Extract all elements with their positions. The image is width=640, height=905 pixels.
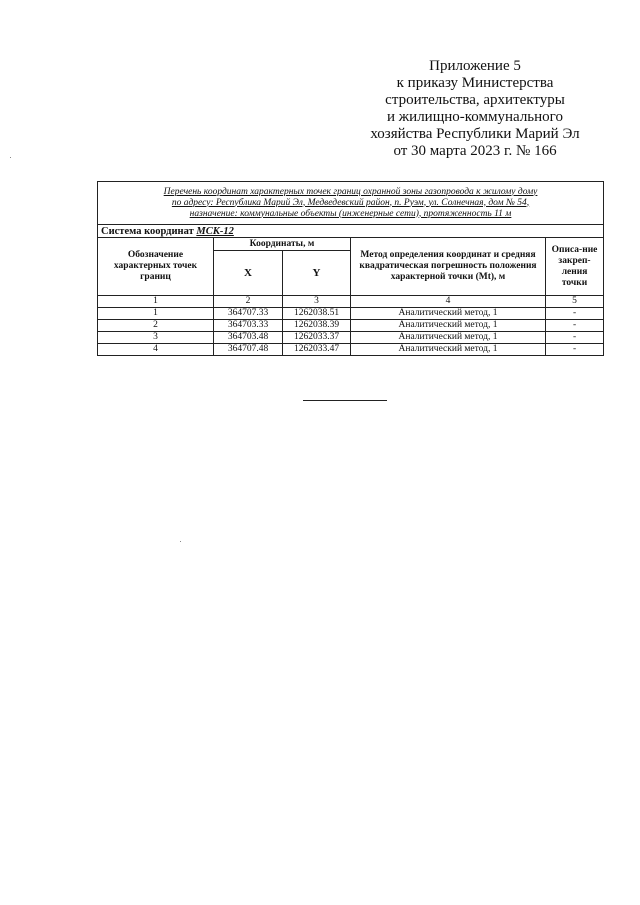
header-method: Метод определения координат и средняя квадратическая погрешность положения характерной точки (Mt), м [351, 238, 546, 296]
header-line: и жилищно-коммунального [387, 109, 563, 125]
column-number: 3 [283, 296, 351, 308]
column-number: 1 [98, 296, 214, 308]
column-number: 2 [214, 296, 283, 308]
header-line: строительства, архитектуры [385, 92, 565, 108]
column-number: 5 [546, 296, 604, 308]
cell-point: 2 [98, 320, 214, 332]
cell-point: 4 [98, 344, 214, 356]
cell-x: 364703.48 [214, 332, 283, 344]
table-title-line: Перечень координат характерных точек границ охранной зоны газопровода к жилому дому [163, 186, 538, 197]
table-row [98, 320, 604, 332]
end-separator-line [303, 400, 387, 401]
cell-x: 364703.33 [214, 320, 283, 332]
header-y: Y [283, 251, 351, 296]
header-line: Приложение 5 [429, 58, 521, 74]
coordinate-system-label: Система координат [101, 225, 197, 237]
scan-speck [180, 541, 181, 542]
cell-y: 1262033.47 [283, 344, 351, 356]
cell-x: 364707.48 [214, 344, 283, 356]
cell-point: 1 [98, 308, 214, 320]
header-x: X [214, 251, 283, 296]
cell-method: Аналитический метод, 1 [351, 332, 546, 344]
header-designation: Обозначение характерных точек границ [98, 238, 214, 296]
cell-method: Аналитический метод, 1 [351, 308, 546, 320]
cell-description: - [546, 308, 604, 320]
cell-description: - [546, 320, 604, 332]
coordinate-system-value: МСК-12 [196, 225, 234, 237]
header-line: к приказу Министерства [396, 75, 554, 91]
table-row [98, 308, 604, 320]
cell-y: 1262038.51 [283, 308, 351, 320]
cell-point: 3 [98, 332, 214, 344]
cell-y: 1262033.37 [283, 332, 351, 344]
scan-speck [10, 157, 11, 158]
coordinates-table [97, 181, 604, 356]
table-title [98, 182, 604, 225]
table-title-line: по адресу: Республика Марий Эл, Медведевский район, п. Руэм, ул. Солнечная, дом № 54, [171, 197, 530, 208]
cell-method: Аналитический метод, 1 [351, 320, 546, 332]
header-line: от 30 марта 2023 г. № 166 [393, 143, 557, 159]
table-title-line: назначение: коммунальные объекты (инженерные сети), протяженность 11 м [189, 208, 512, 219]
cell-x: 364707.33 [214, 308, 283, 320]
header-description: Описа-ние закреп-ления точки [546, 238, 604, 296]
cell-method: Аналитический метод, 1 [351, 344, 546, 356]
column-number: 4 [351, 296, 546, 308]
cell-y: 1262038.39 [283, 320, 351, 332]
header-line: хозяйства Республики Марий Эл [370, 126, 580, 142]
table-row [98, 344, 604, 356]
column-numbers-row [98, 296, 604, 308]
coordinate-system-row [98, 225, 604, 238]
header-coordinates: Координаты, м [214, 238, 351, 251]
cell-description: - [546, 332, 604, 344]
cell-description: - [546, 344, 604, 356]
table-row [98, 332, 604, 344]
appendix-header [360, 58, 590, 160]
